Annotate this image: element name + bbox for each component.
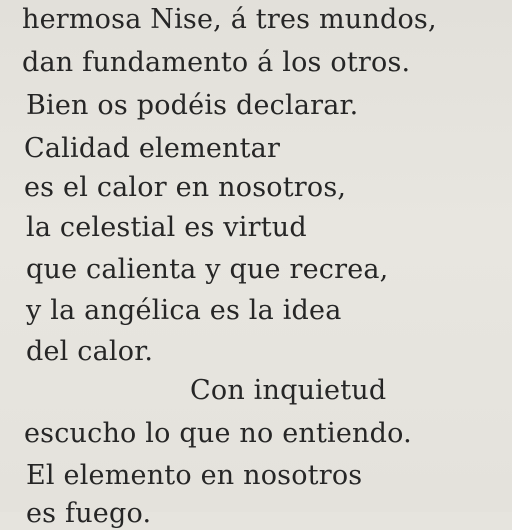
text-line-indented: Con inquietud	[190, 375, 387, 406]
text-line: es el calor en nosotros,	[24, 172, 347, 203]
text-line: hermosa Nise, á tres mundos,	[22, 4, 437, 35]
text-line: Bien os podéis declarar.	[26, 90, 359, 121]
text-line: dan fundamento á los otros.	[22, 47, 411, 78]
text-line: Calidad elementar	[24, 133, 281, 164]
text-line: y la angélica es la idea	[26, 295, 342, 326]
text-line-partial: es fuego.	[26, 498, 152, 529]
text-line: del calor.	[26, 336, 154, 367]
text-line: escucho lo que no entiendo.	[24, 418, 412, 449]
text-line: El elemento en nosotros	[26, 460, 363, 491]
text-line: la celestial es virtud	[26, 212, 307, 243]
text-line: que calienta y que recrea,	[26, 254, 389, 285]
